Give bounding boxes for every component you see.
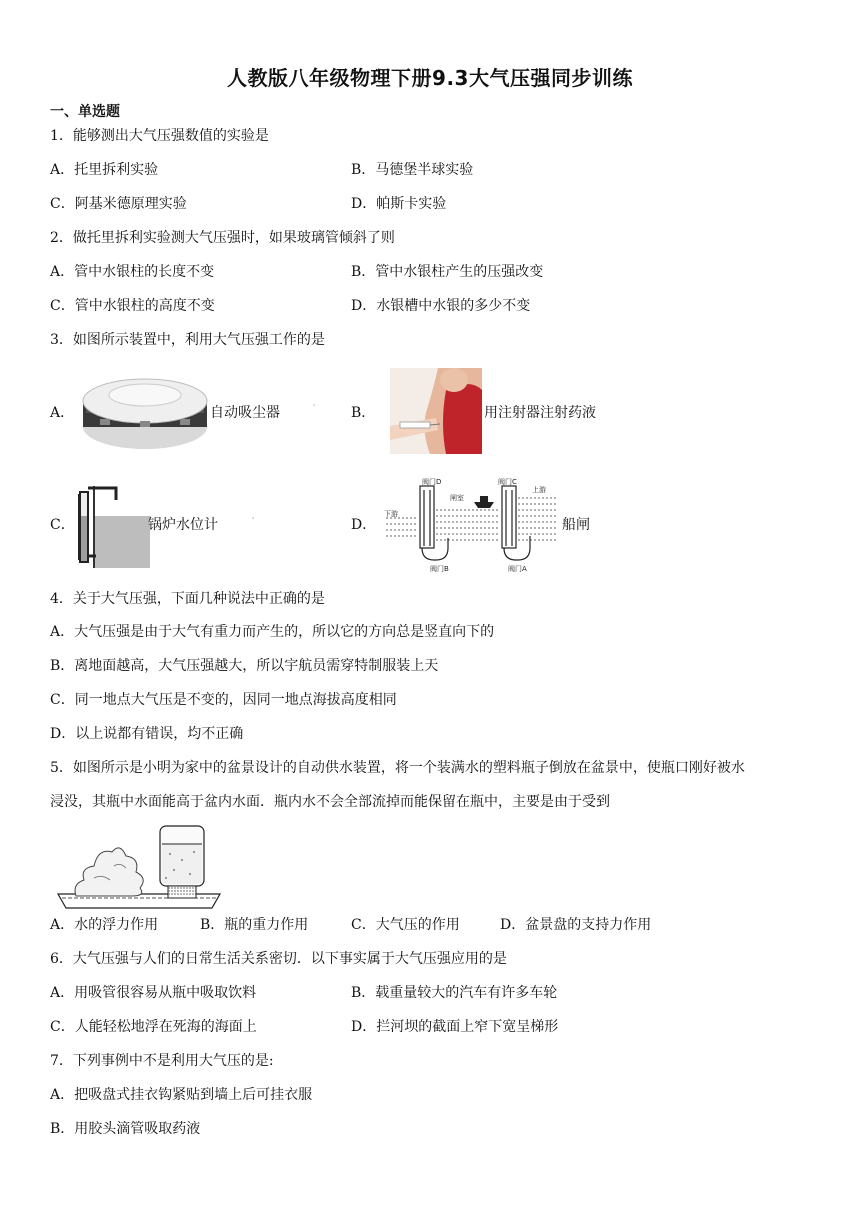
question-4-option-a: A．大气压强是由于大气有重力而产生的，所以它的方向总是竖直向下的 bbox=[50, 624, 495, 640]
question-5-stem-line-1: 5．如图所示是小明为家中的盆景设计的自动供水装置，将一个装满水的塑料瓶子倒放在盆景中，使瓶口刚好被水 bbox=[50, 760, 745, 776]
ship-lock-diagram bbox=[382, 478, 560, 574]
gate-b-label: 阀门B bbox=[430, 565, 449, 573]
question-2-option-d: D．水银槽中水银的多少不变 bbox=[351, 298, 531, 314]
question-7-option-a: A．把吸盘式挂衣钩紧贴到墙上后可挂衣服 bbox=[50, 1087, 313, 1103]
gate-c-label: 阀门C bbox=[498, 478, 517, 486]
bonsai-water-supply-diagram bbox=[54, 818, 224, 910]
question-3-option-c-letter: C． bbox=[50, 517, 75, 533]
section-heading: 一、单选题 bbox=[50, 104, 120, 120]
gate-d-label: 阀门D bbox=[422, 478, 442, 486]
question-4-option-d: D．以上说都有错误，均不正确 bbox=[50, 726, 244, 742]
question-5-stem-line-2: 浸没，其瓶中水面能高于盆内水面．瓶内水不会全部流掉而能保留在瓶中，主要是由于受到 bbox=[50, 794, 610, 810]
question-5-option-a: A．水的浮力作用 bbox=[50, 917, 159, 933]
lock-chamber-label: 闸室 bbox=[450, 494, 464, 502]
boiler-gauge-diagram bbox=[76, 480, 150, 568]
small-mark: ' bbox=[252, 516, 255, 525]
question-1-option-c: C．阿基米德原理实验 bbox=[50, 196, 187, 212]
downstream-label: 下游 bbox=[384, 510, 398, 518]
question-2-option-a: A．管中水银柱的长度不变 bbox=[50, 264, 215, 280]
question-3-option-c-label: 锅炉水位计 bbox=[148, 517, 218, 533]
question-3-option-a-label: 自动吸尘器 bbox=[210, 405, 280, 421]
question-1-option-d: D．帕斯卡实验 bbox=[351, 196, 447, 212]
question-6-option-b: B．载重量较大的汽车有许多车轮 bbox=[351, 985, 558, 1001]
question-6-option-c: C．人能轻松地浮在死海的海面上 bbox=[50, 1019, 257, 1035]
question-3-option-b-letter: B． bbox=[351, 405, 376, 421]
page-title: 人教版八年级物理下册9.3大气压强同步训练 bbox=[227, 66, 633, 90]
question-3-option-d-label: 船闸 bbox=[562, 517, 590, 533]
question-4-stem: 4．关于大气压强，下面几种说法中正确的是 bbox=[50, 591, 325, 607]
question-6-stem: 6．大气压强与人们的日常生活关系密切．以下事实属于大气压强应用的是 bbox=[50, 951, 507, 967]
question-5-option-c: C．大气压的作用 bbox=[351, 917, 460, 933]
question-7-stem: 7．下列事例中不是利用大气压的是: bbox=[50, 1053, 274, 1069]
question-1-option-a: A．托里拆利实验 bbox=[50, 162, 159, 178]
question-2-option-b: B．管中水银柱产生的压强改变 bbox=[351, 264, 544, 280]
small-mark: ' bbox=[313, 403, 316, 412]
question-2-option-c: C．管中水银柱的高度不变 bbox=[50, 298, 215, 314]
question-4-option-b: B．离地面越高，大气压强越大，所以宇航员需穿特制服装上天 bbox=[50, 658, 439, 674]
question-5-option-d: D．盆景盘的支持力作用 bbox=[500, 917, 652, 933]
question-7-option-b: B．用胶头滴管吸取药液 bbox=[50, 1121, 201, 1137]
question-3-option-a-letter: A． bbox=[50, 405, 75, 421]
question-3-stem: 3．如图所示装置中，利用大气压强工作的是 bbox=[50, 332, 325, 348]
question-6-option-d: D．拦河坝的截面上窄下宽呈梯形 bbox=[351, 1019, 559, 1035]
question-2-stem: 2．做托里拆利实验测大气压强时，如果玻璃管倾斜了则 bbox=[50, 230, 395, 246]
question-6-option-a: A．用吸管很容易从瓶中吸取饮料 bbox=[50, 985, 257, 1001]
question-3-option-b-label: 用注射器注射药液 bbox=[484, 405, 596, 421]
question-1-option-b: B．马德堡半球实验 bbox=[351, 162, 474, 178]
question-3-option-d-letter: D． bbox=[351, 517, 377, 533]
gate-a-label: 阀门A bbox=[508, 565, 527, 573]
injection-photo bbox=[390, 368, 482, 454]
robot-vacuum-image bbox=[80, 367, 210, 453]
question-5-option-b: B．瓶的重力作用 bbox=[200, 917, 309, 933]
upstream-label: 上游 bbox=[532, 486, 546, 494]
question-4-option-c: C．同一地点大气压是不变的，因同一地点海拔高度相同 bbox=[50, 692, 397, 708]
question-1-stem: 1．能够测出大气压强数值的实验是 bbox=[50, 128, 269, 144]
